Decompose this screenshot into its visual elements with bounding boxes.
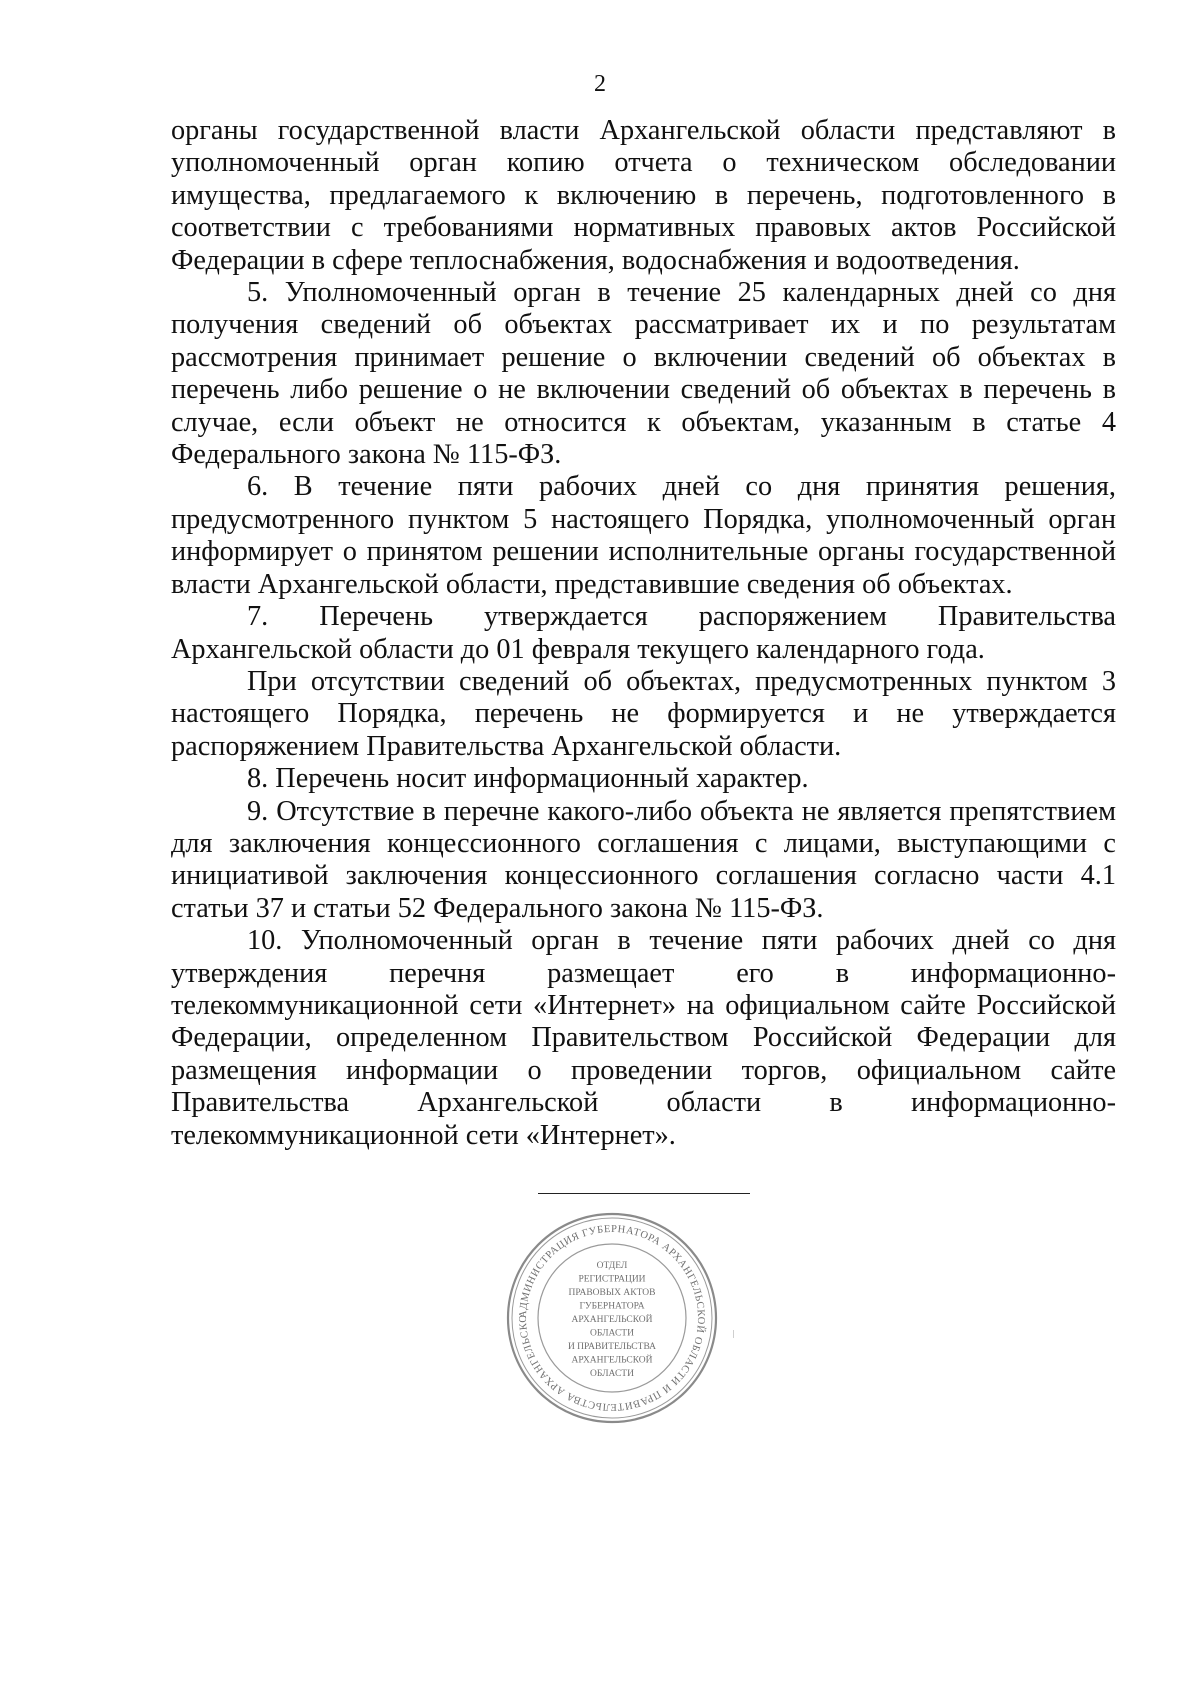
paragraph-item-7-note: При отсутствии сведений об объектах, предусмотренных пунктом 3 настоящего Порядка, перечень не формируется и не утверждается распоряжением Правительства Архангельской области. <box>171 665 1116 762</box>
scan-mark <box>733 1330 734 1338</box>
paragraph-item-10: 10. Уполномоченный орган в течение пяти рабочих дней со дня утверждения перечня размещает его в информационно-телекоммуникационной сети «Интернет» на официальном сайте Российской Федерации, определенном Правительством Российской Федерации для размещения информации о проведении торгов, официальном сайте Правительства Архангельской области в информационно-телекоммуникационной сети «Интернет». <box>171 925 1116 1151</box>
stamp-center-text <box>568 1261 656 1379</box>
document-body <box>171 115 1116 1152</box>
paragraph-item-5: 5. Уполномоченный орган в течение 25 календарных дней со дня получения сведений об объектах рассматривает их и по результатам рассмотрения принимает решение о включении сведений об объектах в перечень либо решение о не включении сведений об объектах в перечень в случае, если объект не относится к объектам, указанным в статье 4 Федерального закона № 115-ФЗ. <box>171 277 1116 471</box>
stamp-center-line: АРХАНГЕЛЬСКОЙ <box>571 1355 653 1366</box>
signature-line <box>538 1193 750 1194</box>
stamp-center-line: ОБЛАСТИ <box>590 1369 634 1379</box>
stamp-center-line: ОТДЕЛ <box>596 1261 628 1271</box>
paragraph-item-7: 7. Перечень утверждается распоряжением Правительства Архангельской области до 01 февраля текущего календарного года. <box>171 601 1116 665</box>
stamp-seal-icon <box>504 1210 720 1426</box>
paragraph-item-6: 6. В течение пяти рабочих дней со дня принятия решения, предусмотренного пунктом 5 настоящего Порядка, уполномоченный орган информирует о принятом решении исполнительные органы государственной власти Архангельской области, представившие сведения об объектах. <box>171 471 1116 600</box>
stamp-center-line: ОБЛАСТИ <box>590 1328 634 1339</box>
paragraph-item-9: 9. Отсутствие в перечне какого-либо объекта не является препятствием для заключения концессионного соглашения с лицами, выступающими с инициативой заключения концессионного соглашения согласно части 4.1 статьи 37 и статьи 52 Федерального закона № 115-ФЗ. <box>171 795 1116 924</box>
stamp-center-line: ГУБЕРНАТОРА <box>579 1301 645 1312</box>
stamp-center-line: АРХАНГЕЛЬСКОЙ <box>571 1315 653 1325</box>
stamp-ring-text: АДМИНИСТРАЦИЯ ГУБЕРНАТОРА АРХАНГЕЛЬСКОЙ ОБЛАСТИ И ПРАВИТЕЛЬСТВА АРХАНГЕЛЬСКО <box>517 1223 707 1413</box>
stamp-center-line: РЕГИСТРАЦИИ <box>578 1274 646 1285</box>
official-stamp <box>504 1210 720 1426</box>
stamp-center-line: И ПРАВИТЕЛЬСТВА <box>567 1342 657 1352</box>
page-number: 2 <box>594 71 606 97</box>
paragraph-continuation: органы государственной власти Архангельской области представляют в уполномоченный орган копию отчета о техническом обследовании имущества, предлагаемого к включению в перечень, подготовленного в соответствии с требованиями нормативных правовых актов Российской Федерации в сфере теплоснабжения, водоснабжения и водоотведения. <box>171 115 1116 276</box>
paragraph-item-8: 8. Перечень носит информационный характер. <box>247 763 809 795</box>
stamp-center-line: ПРАВОВЫХ АКТОВ <box>568 1288 656 1298</box>
